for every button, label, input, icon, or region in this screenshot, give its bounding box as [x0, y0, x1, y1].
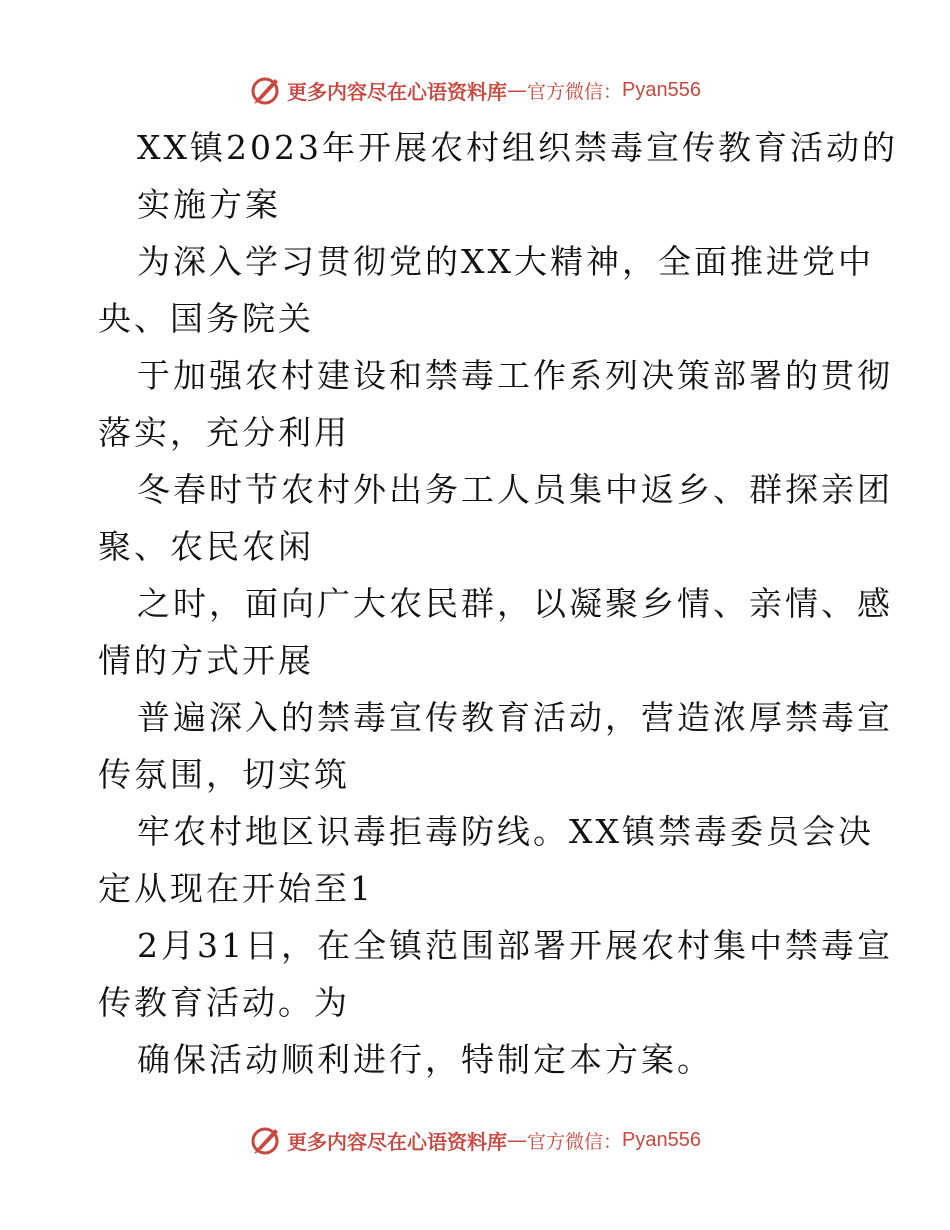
quill-pen-logo-icon: [249, 73, 283, 107]
body-line: 于加强农村建设和禁毒工作系列决策部署的贯彻: [137, 356, 893, 395]
banner-text: 更多内容尽在心语资料库: [287, 1129, 507, 1154]
footer-banner[interactable]: [0, 1120, 950, 1160]
body-line: 情的方式开展: [98, 641, 314, 680]
body-line: 传教育活动。为: [98, 983, 350, 1022]
body-line: 定从现在开始至1: [98, 869, 374, 908]
banner-text: 更多内容尽在心语资料库: [287, 79, 507, 104]
header-banner[interactable]: [0, 70, 950, 110]
document-title-line-2: 实施方案: [137, 185, 281, 224]
body-line: 央、国务院关: [98, 299, 314, 338]
banner-separator: —: [507, 1128, 527, 1152]
body-line: 落实，充分利用: [98, 413, 350, 452]
banner-separator: —: [507, 78, 527, 102]
body-line: 普遍深入的禁毒宣传教育活动，营造浓厚禁毒宣: [137, 698, 893, 737]
banner-wechat-id: Pyan556: [622, 78, 701, 101]
body-line: 2月31日，在全镇范围部署开展农村集中禁毒宣: [137, 926, 893, 965]
body-line: 之时，面向广大农民群，以凝聚乡情、亲情、感: [137, 584, 893, 623]
body-line: 为深入学习贯彻党的XX大精神，全面推进党中: [137, 242, 874, 281]
body-line: 牢农村地区识毒拒毒防线。XX镇禁毒委员会决: [137, 812, 874, 851]
body-line: 确保活动顺利进行，特制定本方案。: [137, 1040, 713, 1079]
body-line: 传氛围，切实筑: [98, 755, 350, 794]
body-line: 聚、农民农闲: [98, 527, 314, 566]
document-title-line-1: XX镇2023年开展农村组织禁毒宣传教育活动的: [137, 128, 898, 167]
quill-pen-logo-icon: [249, 1123, 283, 1157]
banner-wechat-id: Pyan556: [622, 1128, 701, 1151]
banner-wechat-label: 官方微信：: [527, 80, 623, 103]
body-line: 冬春时节农村外出务工人员集中返乡、群探亲团: [137, 470, 893, 509]
banner-wechat-label: 官方微信：: [527, 1130, 623, 1153]
